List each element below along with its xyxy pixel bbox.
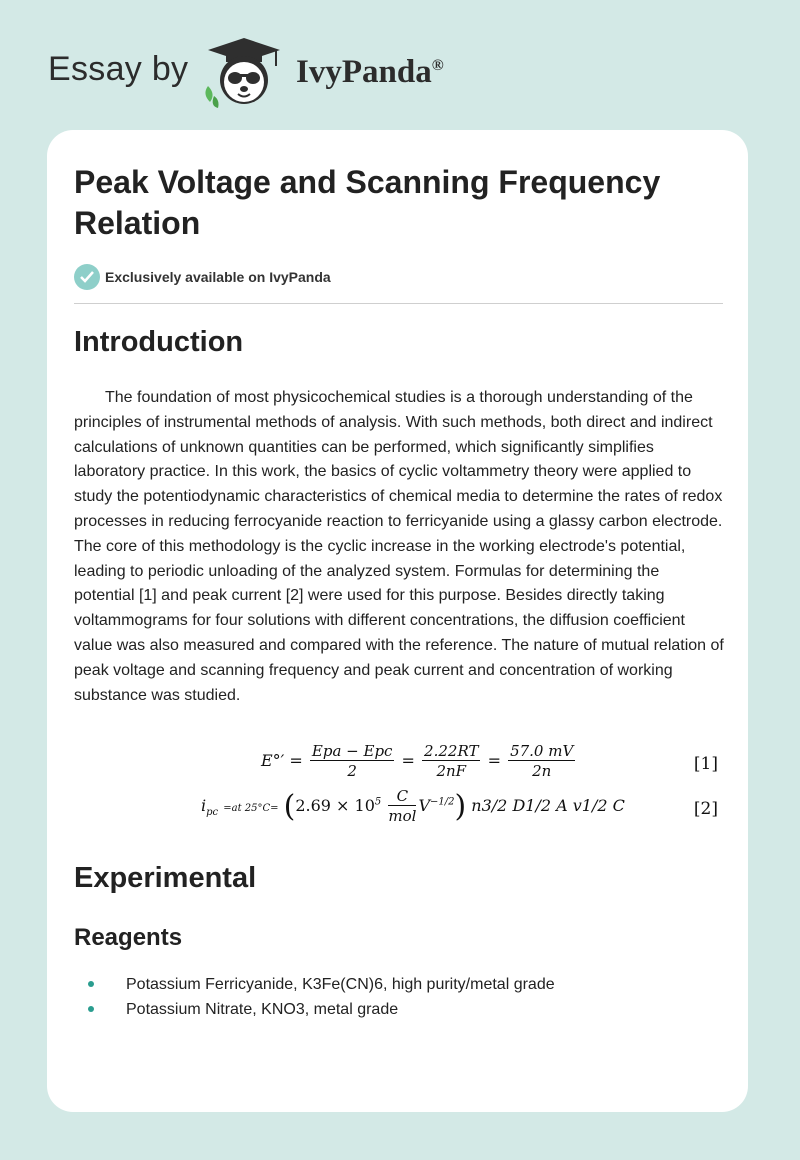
panda-logo-icon[interactable] (200, 36, 288, 108)
list-item (74, 972, 555, 997)
formula-1-frac2-num: 2.22RT (424, 742, 479, 760)
formula-2-frac-den: mol (388, 807, 417, 825)
formula-1-frac1-den: 2 (347, 762, 357, 780)
formula-2-v-exp: −1/2 (430, 796, 455, 808)
list-item (74, 997, 555, 1022)
formula-1-frac3-den: 2n (532, 762, 552, 780)
formula-1-number: [1] (693, 754, 718, 774)
divider (74, 303, 723, 304)
formula-2-v: V (418, 796, 430, 815)
exclusive-badge (74, 263, 331, 291)
bullet-icon (88, 981, 94, 987)
reagent-text: Potassium Ferricyanide, K3Fe(CN)6, high purity/metal grade (126, 976, 555, 993)
formula-1: E°′ = $\frac{\text{Epa − Epc}}{2}$ = $\frac{2.22RT}{2nF}$ = $\frac{57.0 mV}{2n}$ [1] (261, 742, 718, 780)
reagents-heading: Reagents (74, 924, 183, 951)
formula-2-coef-exp: 5 (374, 796, 382, 808)
formula-2-condition: =at 25°C= (223, 803, 279, 814)
essay-by-label: Essay by (48, 50, 189, 88)
brand-text: IvyPanda (296, 54, 432, 90)
brand-name[interactable] (296, 54, 444, 91)
page-title: Peak Voltage and Scanning Frequency Relation (74, 164, 661, 241)
experimental-heading: Experimental (74, 862, 257, 894)
registered-mark: ® (431, 57, 444, 74)
formula-1-frac3-num: 57.0 mV (510, 742, 574, 760)
badge-text: Exclusively available on IvyPanda (105, 269, 331, 285)
formula-2-lhs: i (201, 796, 207, 815)
site-header (48, 36, 548, 112)
formula-2-tail: n3/2 D1/2 A v1/2 C (471, 796, 625, 815)
essay-card (47, 130, 748, 1112)
reagent-text: Potassium Nitrate, KNO3, metal grade (126, 1001, 399, 1018)
formula-2-number: [2] (693, 799, 718, 819)
formula-1-frac1-num: Epa − Epc (311, 742, 393, 760)
introduction-paragraph: The foundation of most physicochemical studies is a thorough understanding of the principles of instrumental methods of analysis. With such methods, both direct and indirect calculations of unknown quantities can be performed, which significantly simplifies laboratory practice. In this work, the basics of cyclic voltammetry theory were applied to study the potentiodynamic characteristics of chemical media to determine the rates of redox processes in reducing ferrocyanide reaction to ferricyanide using a glassy carbon electrode. The core of this methodology is the cyclic increase in the working electrode's potential, leading to periodic unloading of the analyzed system. Formulas for determining the potential [1] and peak current [2] were used for this purpose. Besides directly taking voltammograms for four solutions with different concentrations, the diffusion coefficient value was also measured and compared with the reference. The nature of mutual relation of peak voltage and scanning frequency and peak current and concentration of working substance was studied. (74, 389, 724, 704)
bullet-icon (88, 1006, 94, 1012)
formula-2-lhs-sub: pc (206, 807, 219, 819)
introduction-heading: Introduction (74, 326, 244, 358)
check-icon (74, 264, 100, 290)
reagents-list (74, 972, 555, 1022)
formula-2: $i_{pc} =at$ $25^\circ C= (2.69 \times 10^5$ $\frac{C}{\text{mol}}$ $V^{-1/2}$) n3/2 D1/2 A v1/2 C [2] (201, 787, 718, 825)
formula-2-coefficient: 2.69 × 10 (295, 796, 375, 815)
formula-2-frac-num: C (388, 787, 416, 806)
formula-1-frac2-den: 2nF (436, 762, 467, 780)
formula-1-lhs: E°′ = (261, 751, 303, 770)
